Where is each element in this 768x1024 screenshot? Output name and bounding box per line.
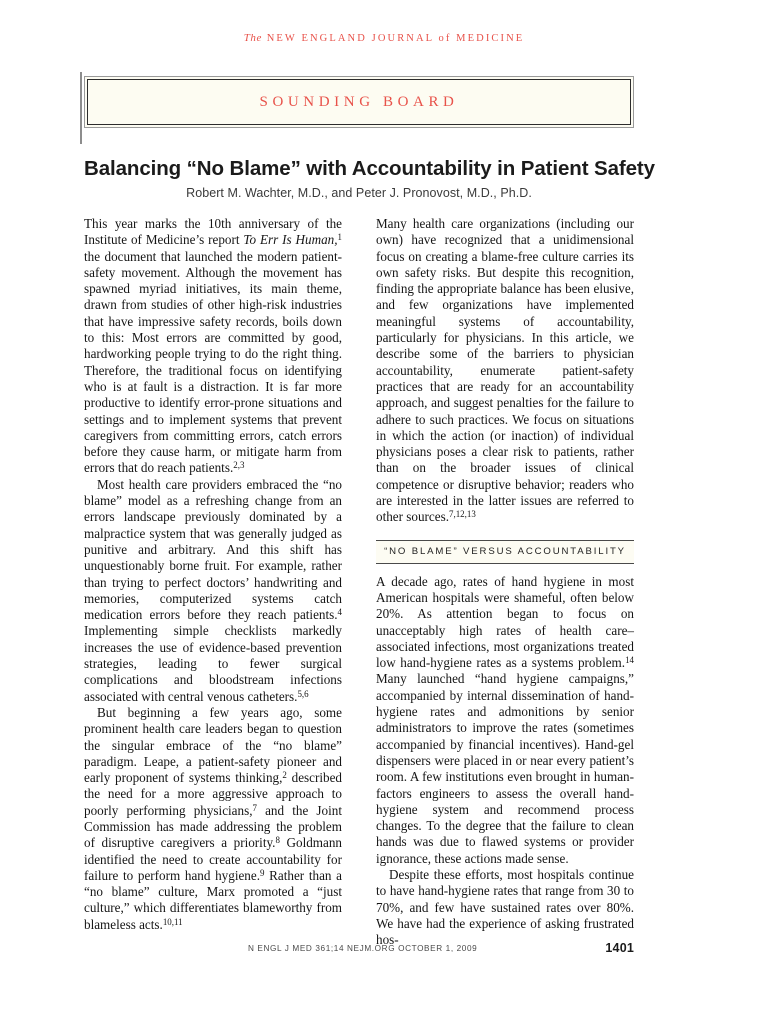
masthead-title: NEW ENGLAND JOURNAL of MEDICINE [266,33,525,44]
body-paragraph [84,216,342,477]
text-run: Goldmann identified the need to create accountability for failure to perform hand hygiene. [84,835,343,883]
reference-marker: 2,3 [233,460,245,471]
reference-marker: 1 [337,232,343,243]
section-heading-label: “NO BLAME” VERSUS ACCOUNTABILITY [384,545,626,557]
text-run: But beginning a few years ago, some prominent health care leaders began to question the singular embrace of the “no blame” paradigm. Leape, a patient-safety pioneer and early proponent of systems thinking, [84,704,342,786]
text-run: Many launched “hand hygiene campaigns,” accompanied by internal dissemination of hand-hygiene rates and admonitions by senior administrators to improve the rates (sometimes accompanied by financial incentives). Hand-gel dispensers were placed in or near every patient’s room. A few institutions even brought in human-factors engineers to assess the overall hand-hygiene system and recommend process changes. To the degree that the failure to clean hands was due to flawed systems or provider ignorance, these actions made sense. [376,671,634,866]
text-run: Despite these efforts, most hospitals continue to have hand-hygiene rates that range from 30 to 70%, and few have sustained rates over 80%. We have had the experience of asking frustrated hos- [376,866,634,948]
reference-marker: 4 [337,607,342,618]
reference-marker: 14 [625,655,634,666]
masthead-the: The [243,32,262,44]
text-run: the document that launched the modern patient-safety movement. Although the movement has spawned myriad initiatives, its main theme, drawn from studies of other high-risk industries that have impressive safety records, boils down to this: Most errors are committed by good, hardworking people trying to do the right thing. Therefore, the traditional focus on identifying who is at fault is a distraction. It is far more productive to identify error-prone situations and settings and to implement systems that prevent caregivers from committing errors, catch errors before they cause harm, or mitigate harm from errors that do reach patients. [84,248,342,476]
reference-marker: 8 [275,835,280,846]
banner-label: SOUNDING BOARD [259,93,459,110]
body-paragraph [376,216,634,526]
text-run: and the Joint Commission has made addressing the problem of disruptive caregivers a priority. [84,802,342,851]
footer-citation: N ENGL J MED 361;14 NEJM.ORG OCTOBER 1, 2009 [248,944,478,953]
sounding-board-banner [84,76,634,128]
journal-masthead [0,32,768,44]
text-run: This year marks the 10th anniversary of the Institute of Medicine’s report [84,216,342,248]
article-authors: Robert M. Wachter, M.D., and Peter J. Pronovost, M.D., Ph.D. [186,186,532,200]
body-paragraph [84,705,342,933]
text-run: described the need for a more aggressive approach to poorly performing physicians, [84,770,342,818]
banner-left-rule [80,72,82,144]
text-run: Implementing simple checklists markedly increases the use of evidence-based prevention strategies, leading to fewer surgical complications and bloodstream infections associated with central venous catheters. [84,623,342,704]
article-title: Balancing “No Blame” with Accountability in Patient Safety [84,157,655,180]
body-paragraph [376,867,634,948]
left-column [84,216,343,932]
reference-marker: 7,12,13 [448,509,476,520]
page-footer [84,941,634,960]
reference-marker: 7 [252,802,257,813]
banner-inner-frame [87,79,631,125]
text-run: Many health care organizations (including our own) have recognized that a unidimensional focus on creating a blame-free culture carries its own safety risks. But despite this recognition, finding the appropriate balance has been elusive, and few organizations have implemented meaningful systems of accountability, particularly for physicians. In this article, we describe some of the barriers to physician accountability, enumerate patient-safety practices that are ready for an accountability approach, and suggest penalties for the failure to adhere to such practices. We focus on situations in which the action (or inaction) of individual physicians poses a clear risk to patients, rather than on the broader issues of clinical competence or disruptive behavior; readers who are interested in the latter issues are referred to other sources. [376,216,634,525]
reference-marker: 5,6 [297,688,309,699]
body-paragraph [84,477,342,705]
banner-outer-frame [84,76,634,128]
text-run: Most health care providers embraced the “no blame” model as a refreshing change from an errors landscape previously dominated by a malpractice system that was generally judged as punitive and arbitrary. And this shift has unquestionably borne fruit. For example, rather than trying to perfect doctors’ handwriting and memories, computerized systems catch medication errors before they reach patients. [84,476,342,623]
body-paragraph [376,574,634,867]
text-run: Rather than a “no blame” culture, Marx promoted a “just culture,” which differentiates blameworthy from blameless acts. [84,867,342,932]
reference-marker: 9 [260,867,265,878]
text-run: A decade ago, rates of hand hygiene in most American hospitals were shameful, often below 20%. As attention began to focus on unacceptably high rates of health care–associated infections, most organizations treated low hand-hygiene rates as a systems problem. [376,573,634,671]
reference-marker: 2 [282,770,287,781]
reference-marker: 10,11 [162,916,183,927]
footer-page-number: 1401 [605,941,634,955]
italic-text: To Err Is Human, [243,232,338,248]
section-heading [376,540,634,564]
